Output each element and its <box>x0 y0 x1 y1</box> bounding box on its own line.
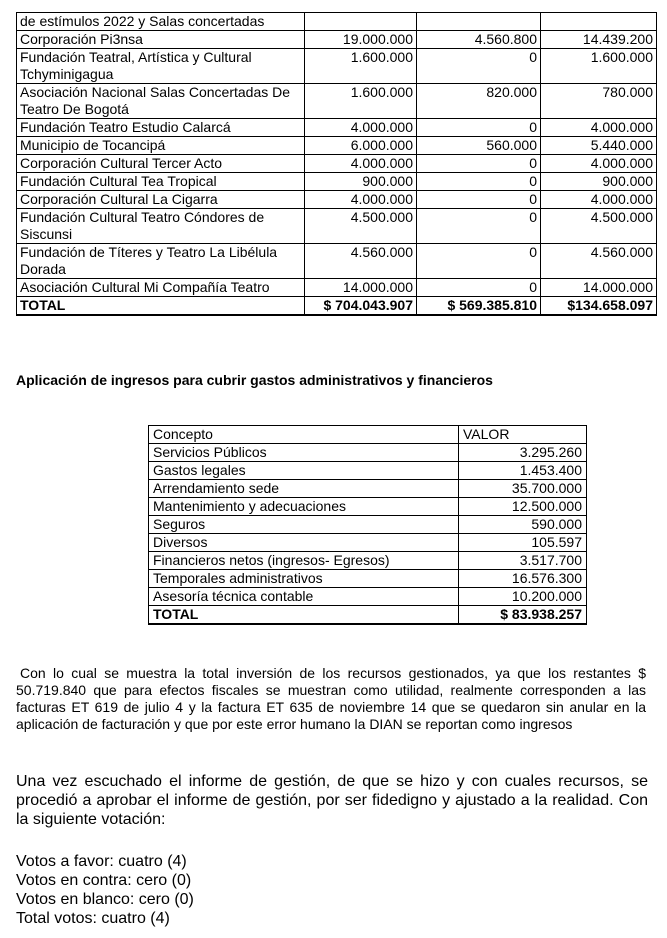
value-cell: 3.517.700 <box>459 552 587 570</box>
value-cell: 35.700.000 <box>459 480 587 498</box>
concept-cell: Mantenimiento y adecuaciones <box>149 498 459 516</box>
concept-cell: Arrendamiento sede <box>149 480 459 498</box>
total-row <box>149 606 587 625</box>
balance-cell: 780.000 <box>541 84 657 119</box>
table-row <box>17 13 657 31</box>
table-row <box>149 552 587 570</box>
value-cell: 1.453.400 <box>459 462 587 480</box>
amount-cell: 4.000.000 <box>305 119 417 137</box>
total-executed-cell: $ 569.385.810 <box>417 297 541 316</box>
table-row <box>17 209 657 244</box>
executed-cell: 0 <box>417 173 541 191</box>
balance-cell: 14.000.000 <box>541 279 657 297</box>
amount-cell: 4.000.000 <box>305 191 417 209</box>
value-cell: 3.295.260 <box>459 444 587 462</box>
entity-cell: de estímulos 2022 y Salas concertadas <box>17 13 305 31</box>
explanation-paragraph: Con lo cual se muestra la total inversión de los recursos gestionados, ya que los restantes $ 50.719.840 que para efectos fiscales se muestran como utilidad, realmente corresponden a las facturas ET 619 de julio 4 y la factura ET 635 de noviembre 14 que se quedaron sin anular en la aplicación de facturación y que por este error humano la DIAN se reportan como ingresos <box>16 665 646 732</box>
amount-cell: 14.000.000 <box>305 279 417 297</box>
balance-cell: 4.000.000 <box>541 191 657 209</box>
entity-cell: Asociación Cultural Mi Compañía Teatro <box>17 279 305 297</box>
votes-total: Total votos: cuatro (4) <box>16 910 170 927</box>
executed-cell: 0 <box>417 49 541 84</box>
balance-cell <box>541 13 657 31</box>
total-row <box>17 297 657 316</box>
value-header: VALOR <box>459 426 587 444</box>
executed-cell: 0 <box>417 119 541 137</box>
table-row <box>149 480 587 498</box>
table-row <box>149 516 587 534</box>
concept-cell: Seguros <box>149 516 459 534</box>
executed-cell <box>417 13 541 31</box>
entity-cell: Asociación Nacional Salas Concertadas De Teatro De Bogotá <box>17 84 305 119</box>
table-row <box>17 173 657 191</box>
balance-cell: 900.000 <box>541 173 657 191</box>
balance-cell: 4.500.000 <box>541 209 657 244</box>
votes-in-favor: Votos a favor: cuatro (4) <box>16 853 187 870</box>
section-heading: Aplicación de ingresos para cubrir gastos administrativos y financieros <box>16 372 493 388</box>
table-row <box>149 462 587 480</box>
executed-cell: 820.000 <box>417 84 541 119</box>
executed-cell: 0 <box>417 244 541 279</box>
entity-cell: Fundación Teatral, Artística y Cultural Tchyminigagua <box>17 49 305 84</box>
table-row <box>17 119 657 137</box>
amount-cell: 6.000.000 <box>305 137 417 155</box>
executed-cell: 560.000 <box>417 137 541 155</box>
total-value: $ 83.938.257 <box>459 606 587 625</box>
amount-cell: 4.000.000 <box>305 155 417 173</box>
table-row <box>17 31 657 49</box>
value-cell: 16.576.300 <box>459 570 587 588</box>
concept-cell: Asesoría técnica contable <box>149 588 459 606</box>
value-cell: 590.000 <box>459 516 587 534</box>
balance-cell: 5.440.000 <box>541 137 657 155</box>
entity-cell: Fundación de Títeres y Teatro La Libélula Dorada <box>17 244 305 279</box>
amount-cell: 19.000.000 <box>305 31 417 49</box>
entity-cell: Municipio de Tocancipá <box>17 137 305 155</box>
concept-cell: Servicios Públicos <box>149 444 459 462</box>
entity-cell: Fundación Cultural Teatro Cóndores de Siscunsi <box>17 209 305 244</box>
header-row <box>149 426 587 444</box>
table-row <box>149 570 587 588</box>
votes-list <box>16 852 194 928</box>
balance-cell: 14.439.200 <box>541 31 657 49</box>
value-cell: 12.500.000 <box>459 498 587 516</box>
entity-cell: Fundación Cultural Tea Tropical <box>17 173 305 191</box>
table-row <box>17 155 657 173</box>
table-row <box>17 84 657 119</box>
amount-cell: 1.600.000 <box>305 49 417 84</box>
concept-cell: Gastos legales <box>149 462 459 480</box>
entity-cell: Corporación Cultural La Cigarra <box>17 191 305 209</box>
entity-cell: Corporación Pi3nsa <box>17 31 305 49</box>
amount-cell: 1.600.000 <box>305 84 417 119</box>
concept-cell: Diversos <box>149 534 459 552</box>
entity-cell: Fundación Teatro Estudio Calarcá <box>17 119 305 137</box>
table-row <box>17 49 657 84</box>
table-row <box>17 244 657 279</box>
expenses-table <box>148 425 587 625</box>
concept-cell: Financieros netos (ingresos- Egresos) <box>149 552 459 570</box>
total-balance-cell: $134.658.097 <box>541 297 657 316</box>
table-row <box>17 279 657 297</box>
amount-cell: 4.560.000 <box>305 244 417 279</box>
table-row <box>149 498 587 516</box>
total-amount-cell: $ 704.043.907 <box>305 297 417 316</box>
amount-cell: 4.500.000 <box>305 209 417 244</box>
executed-cell: 0 <box>417 209 541 244</box>
amount-cell: 900.000 <box>305 173 417 191</box>
table-row <box>149 444 587 462</box>
executed-cell: 0 <box>417 279 541 297</box>
approval-paragraph: Una vez escuchado el informe de gestión, de que se hizo y con cuales recursos, se procedió a aprobar el informe de gestión, por ser fidedigno y ajustado a la realidad. Con la siguiente votación: <box>16 773 648 828</box>
balance-cell: 4.000.000 <box>541 119 657 137</box>
votes-against: Votos en contra: cero (0) <box>16 872 192 889</box>
table-row <box>17 191 657 209</box>
executed-cell: 4.560.800 <box>417 31 541 49</box>
total-entity-cell: TOTAL <box>17 297 305 316</box>
balance-cell: 4.000.000 <box>541 155 657 173</box>
executed-cell: 0 <box>417 191 541 209</box>
table-row <box>17 137 657 155</box>
concept-header: Concepto <box>149 426 459 444</box>
balance-cell: 4.560.000 <box>541 244 657 279</box>
grants-table <box>16 12 657 316</box>
total-label: TOTAL <box>149 606 459 625</box>
entity-cell: Corporación Cultural Tercer Acto <box>17 155 305 173</box>
concept-cell: Temporales administrativos <box>149 570 459 588</box>
table-row <box>149 534 587 552</box>
value-cell: 10.200.000 <box>459 588 587 606</box>
table-row <box>149 588 587 606</box>
executed-cell: 0 <box>417 155 541 173</box>
amount-cell <box>305 13 417 31</box>
value-cell: 105.597 <box>459 534 587 552</box>
votes-blank: Votos en blanco: cero (0) <box>16 891 194 908</box>
balance-cell: 1.600.000 <box>541 49 657 84</box>
